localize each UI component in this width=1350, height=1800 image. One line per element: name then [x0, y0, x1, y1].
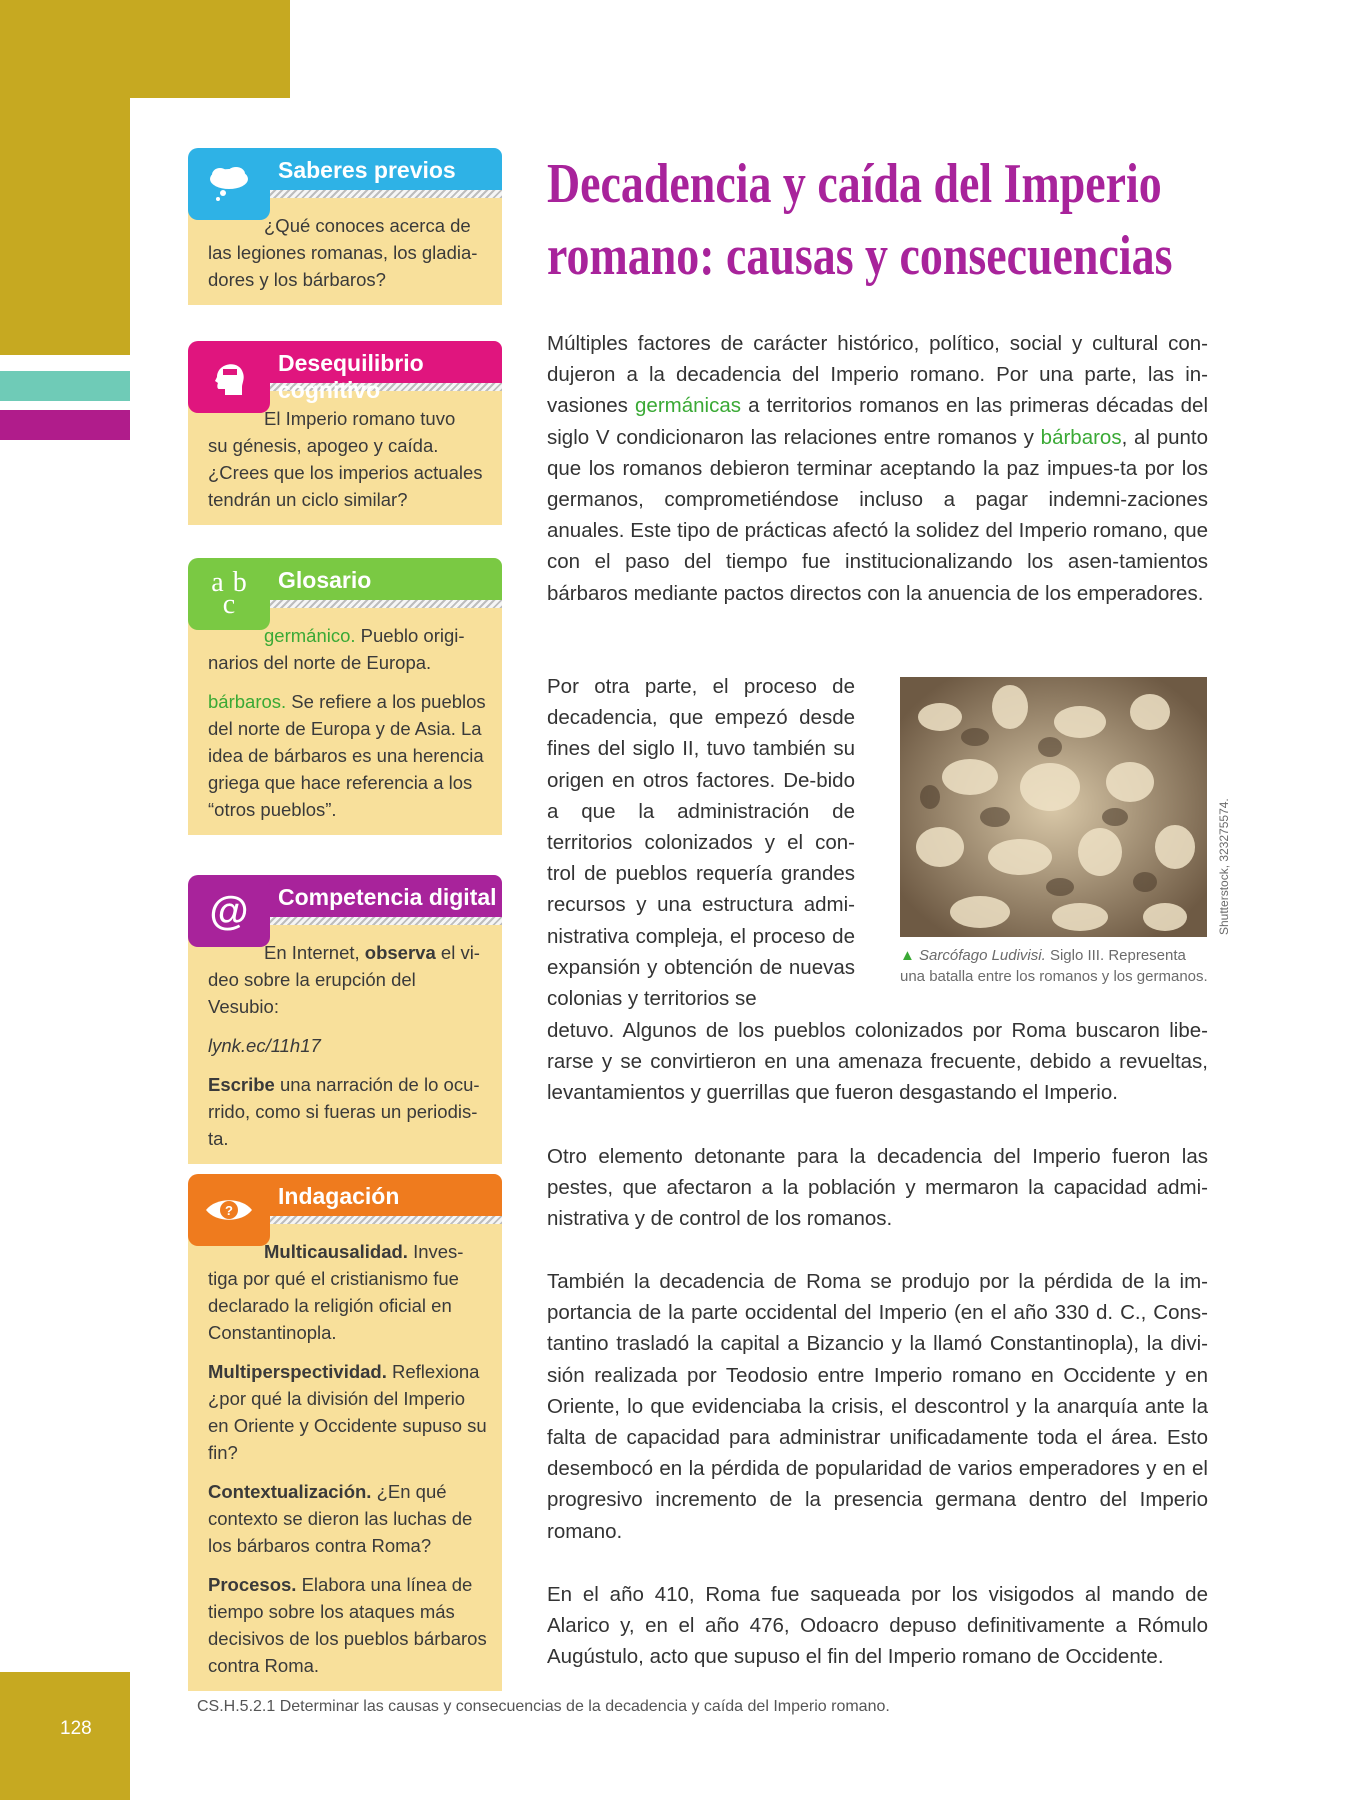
page-title: [547, 148, 1208, 292]
competencia-text-1a: En Internet,: [264, 942, 360, 963]
desequilibrio-box: [188, 341, 502, 525]
indagacion-item1-a: Inves-: [413, 1241, 464, 1262]
paragraph-1-a: Múltiples factores de carácter histórico, político, social y cultural con-dujeron a la decadencia del Imperio romano. Por una parte, las in-vasiones: [547, 332, 1208, 418]
competencia-text-observa: observa: [364, 942, 436, 963]
paragraph-2-wide: detuvo. Algunos de los pueblos colonizados por Roma buscaron libe-rarse y se convirtieron en una amenaza frecuente, debido a revueltas, levantamientos y guerrillas que fueron desgastando el Imperio.: [547, 1019, 1208, 1105]
paragraph-1-c: , al punto que los romanos debieron terminar aceptando la paz impues-ta por los germanos, comprometiéndose incluso a pagar indemni-zaciones anuales. Este tipo de prácticas afectó la solidez del Imperio romano, que con el paso del tiempo fue institucionalizando los asen-tamientos bárbaros mediante pactos directos con la anuencia de los emperadores.: [547, 425, 1208, 605]
indagacion-box: [188, 1174, 502, 1691]
saberes-previos-title: Saberes previos: [278, 157, 456, 183]
keyword-germanicas: germánicas: [635, 394, 741, 418]
indagacion-item1-label: Multicausalidad.: [264, 1241, 408, 1262]
competencia-text-1c: el vi-: [440, 942, 480, 963]
indagacion-item3-label: Contextualización.: [208, 1481, 372, 1502]
paragraph-5: En el año 410, Roma fue saqueada por los visigodos al mando de Alarico y, en el año 476, Odoacro depuso definitivamente a Rómulo Augústulo, acto que supuso el fin del Imperio romano de Occidente.: [547, 1583, 1208, 1669]
desequilibrio-title: Desequilibrio cognitivo: [278, 350, 424, 403]
indagacion-item4-text: Elabora una línea de tiempo sobre los ataques más decisivos de los pueblos bárbaros contra Roma.: [208, 1574, 487, 1676]
decorative-band-left: [0, 0, 130, 355]
paragraph-3: Otro elemento detonante para la decadencia del Imperio fueron las pestes, que afectaron a la población y mermaron la capacidad admi-nistrativa y de control de los romanos.: [547, 1145, 1208, 1231]
abc-glossary-icon: [188, 558, 270, 630]
caption-text: Siglo III. Representa una batalla entre los romanos y los germanos.: [900, 947, 1208, 985]
abc-icon-text: a b c: [211, 567, 247, 620]
competencia-text-2: deo sobre la erupción del Vesubio:: [208, 969, 416, 1017]
indagacion-title: Indagación: [278, 1183, 400, 1209]
keyword-barbaros: bárbaros: [1040, 425, 1122, 449]
at-sign-icon: [188, 875, 270, 947]
page-title-line-1: Decadencia y caída del Imperio: [547, 153, 1162, 215]
saberes-text-1: ¿Qué conoces acerca de: [264, 215, 471, 236]
competencia-escribe-text: una narración de lo ocu-rrido, como si fueras un periodis-ta.: [208, 1074, 480, 1149]
eye-question-icon: [188, 1174, 270, 1246]
decorative-stripe-magenta: [0, 410, 130, 440]
competencia-digital-box: [188, 875, 502, 1164]
glosario-term-germanico: germánico.: [264, 625, 356, 646]
figure-caption: [900, 945, 1210, 987]
eye-question-mark: ?: [225, 1203, 233, 1218]
head-profile-icon: [188, 341, 270, 413]
glosario-def-germanico-a: Pueblo origi-: [360, 625, 465, 646]
caption-title: Sarcófago Ludivisi.: [919, 947, 1046, 964]
at-icon-text: @: [209, 888, 249, 933]
paragraph-1-b: a territorios romanos en las primeras décadas del siglo V condicionaron las relaciones entre romanos y: [547, 394, 1208, 449]
indagacion-body: [188, 1224, 502, 1691]
desequilibrio-text-2: su génesis, apogeo y caída. ¿Crees que los imperios actuales tendrán un ciclo similar?: [208, 435, 483, 510]
indagacion-item4-label: Procesos.: [208, 1574, 297, 1595]
competencia-digital-title: Competencia digital: [278, 884, 497, 910]
indagacion-item2-text: Reflexiona ¿por qué la división del Imperio en Oriente y Occidente supuso su fin?: [208, 1361, 487, 1463]
competencia-digital-body: [188, 925, 502, 1164]
sarcophagus-image: [900, 677, 1207, 937]
glosario-term-barbaros: bárbaros.: [208, 691, 287, 712]
indagacion-item3-text: ¿En qué contexto se dieron las luchas de los bárbaros contra Roma?: [208, 1481, 473, 1556]
paragraph-2-narrow: Por otra parte, el proceso de decadencia, que empezó desde fines del siglo II, tuvo también su origen en otros factores. De-bido a que la administración de territorios colonizados y el con-trol de pueblos requería grandes recursos y una estructura admi-nistrativa compleja, el proceso de expansión y obtención de nuevas colonias y territorios se: [547, 675, 855, 1011]
thought-cloud-icon: [188, 148, 270, 220]
curriculum-note: CS.H.5.2.1 Determinar las causas y consecuencias de la decadencia y caída del Imperio romano.: [197, 1698, 890, 1715]
saberes-previos-box: [188, 148, 502, 305]
page-number: 128: [60, 1718, 92, 1739]
decorative-stripe-teal: [0, 371, 130, 401]
paragraph-1: [547, 328, 1208, 609]
glosario-body: [188, 608, 502, 835]
indagacion-item2-label: Multiperspectividad.: [208, 1361, 387, 1382]
indagacion-item1-b: tiga por qué el cristianismo fue declarado la religión oficial en Constantinopla.: [208, 1268, 459, 1343]
caption-triangle-icon: ▲: [900, 947, 915, 964]
paragraph-4: También la decadencia de Roma se produjo por la pérdida de la im-portancia de la parte occidental del Imperio (en el año 330 d. C., Cons-tantino trasladó la capital a Bizancio y la llamó Constantinopla), la divi-sión realizada por Teodosio entre Imperio romano en Occidente y en Oriente, lo que evidenciaba la crisis, el descontrol y la anarquía ante la falta de capacidad para administrar unificadamente toda el área. Esto desembocó en la pérdida de popularidad de varios emperadores y en el progresivo incremento de la presencia germana dentro del Imperio romano.: [547, 1270, 1208, 1543]
saberes-text-2: las legiones romanas, los gladia-dores y los bárbaros?: [208, 242, 478, 290]
glosario-def-barbaros: Se refiere a los pueblos del norte de Europa y de Asia. La idea de bárbaros es una herencia griega que hace referencia a los “otros pueblos”.: [208, 691, 486, 820]
competencia-escribe-label: Escribe: [208, 1074, 275, 1095]
glosario-def-germanico-b: narios del norte de Europa.: [208, 652, 432, 673]
image-credit: Shutterstock, 323275574.: [1217, 798, 1231, 935]
glosario-box: [188, 558, 502, 835]
desequilibrio-text-1: El Imperio romano tuvo: [264, 408, 456, 429]
page-title-line-2: romano: causas y consecuencias: [547, 225, 1173, 287]
glosario-title: Glosario: [278, 567, 372, 593]
competencia-link[interactable]: lynk.ec/11h17: [208, 1035, 321, 1056]
